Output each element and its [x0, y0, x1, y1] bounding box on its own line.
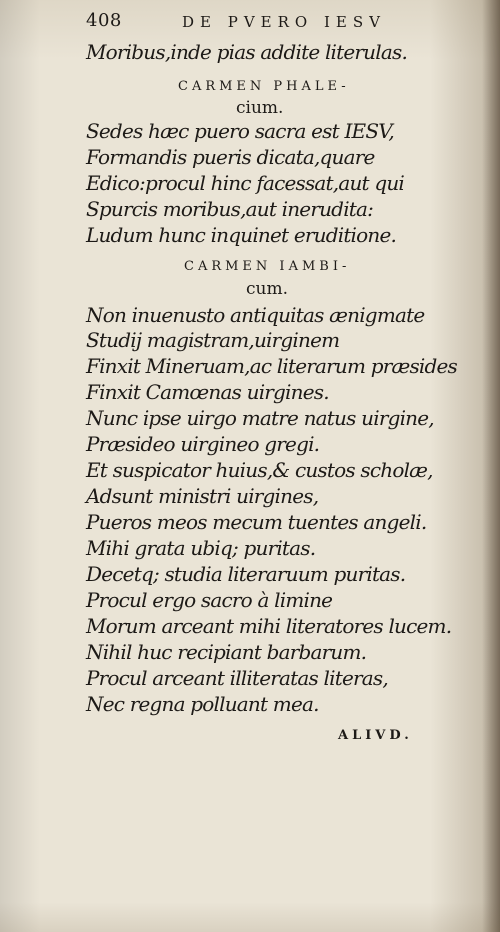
catchword: ALIVD.	[338, 728, 413, 743]
running-head	[86, 10, 420, 34]
section2-line-11: Decetq; studia literaruum puritas.	[86, 562, 406, 586]
section1-heading-cont: cium.	[236, 98, 284, 118]
section2-heading: CARMEN IAMBI-	[184, 259, 351, 274]
section1-line-3: Edico:procul hinc facessat,aut qui	[86, 171, 405, 195]
page-number: 408	[86, 10, 122, 31]
section1-line-5: Ludum hunc inquinet eruditione.	[86, 223, 397, 247]
section2-line-1: Non inuenusto antiquitas ænigmate	[86, 303, 425, 327]
page-bottom-shade	[0, 902, 500, 932]
section2-line-12: Procul ergo sacro à limine	[86, 588, 333, 612]
section2-line-10: Mihi grata ubiq; puritas.	[86, 536, 316, 560]
opening-line: Moribus,inde pias addite literulas.	[86, 40, 408, 64]
section2-line-16: Nec regna polluant mea.	[86, 692, 319, 716]
section2-line-2: Studij magistram,uirginem	[86, 328, 340, 352]
section1-line-4: Spurcis moribus,aut inerudita:	[86, 197, 374, 221]
section2-line-7: Et suspicator huius,& custos scholæ,	[86, 458, 433, 482]
section2-line-9: Pueros meos mecum tuentes angeli.	[86, 510, 427, 534]
page-gutter-shadow	[482, 0, 500, 932]
running-head-title: DE PVERO IESV	[182, 13, 386, 31]
section2-line-4: Finxit Camœnas uirgines.	[86, 380, 329, 404]
section1-heading: CARMEN PHALE-	[178, 79, 350, 94]
section1-line-1: Sedes hæc puero sacra est IESV,	[86, 119, 394, 143]
section2-heading-cont: cum.	[246, 279, 288, 299]
section2-line-6: Præsideo uirgineo gregi.	[86, 432, 320, 456]
section2-line-13: Morum arceant mihi literatores lucem.	[86, 614, 452, 638]
section2-line-15: Procul arceant illiteratas literas,	[86, 666, 388, 690]
section2-line-8: Adsunt ministri uirgines,	[86, 484, 319, 508]
section2-line-14: Nihil huc recipiant barbarum.	[86, 640, 367, 664]
section1-line-2: Formandis pueris dicata,quare	[86, 145, 375, 169]
section2-line-3: Finxit Mineruam,ac literarum præsides	[86, 354, 458, 378]
section2-line-5: Nunc ipse uirgo matre natus uirgine,	[86, 406, 434, 430]
